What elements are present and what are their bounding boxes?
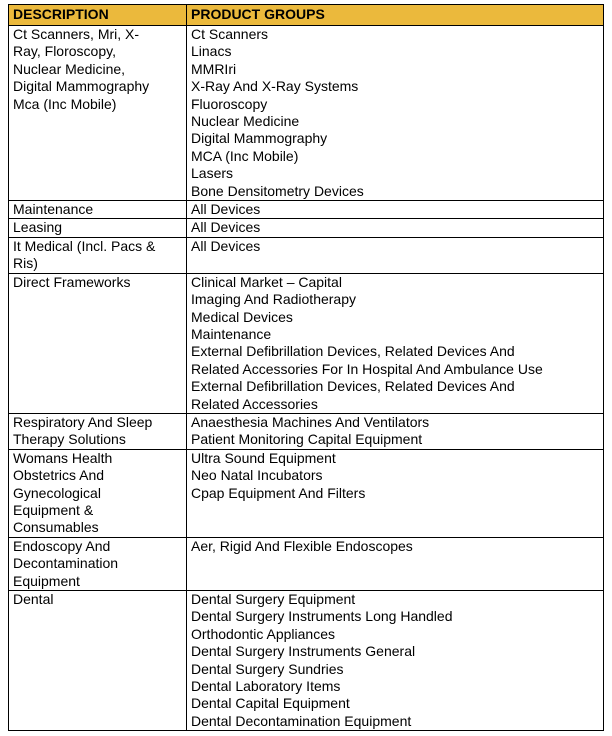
table-row: [9, 537, 604, 590]
product-group-item: Dental Surgery Instruments Long Handled: [191, 608, 453, 625]
product-group-item: Related Accessories For In Hospital And Ambulance Use: [191, 360, 543, 377]
product-group-item: External Defibrillation Devices, Related Devices And: [191, 378, 515, 395]
product-group-item: MMRIri: [191, 60, 237, 77]
product-group-item: Related Accessories: [191, 395, 318, 412]
description-cell: [9, 219, 187, 237]
product-group-item: Digital Mammography: [191, 130, 328, 147]
description-header: DESCRIPTION: [9, 5, 187, 26]
product-groups-cell: [187, 449, 604, 537]
product-group-item: Dental Laboratory Items: [191, 678, 341, 695]
description-line: Endoscopy And: [13, 537, 111, 554]
product-group-item: Linacs: [191, 43, 232, 60]
table-row: [9, 273, 604, 413]
description-cell: [9, 537, 187, 590]
product-group-item: Imaging And Radiotherapy: [191, 291, 356, 308]
product-groups-header: PRODUCT GROUPS: [187, 5, 604, 26]
product-group-item: Neo Natal Incubators: [191, 467, 323, 484]
product-groups-cell: [187, 237, 604, 273]
table-body: [9, 26, 604, 731]
description-line: Obstetrics And: [13, 467, 105, 484]
product-group-item: All Devices: [191, 219, 261, 236]
description-cell: [9, 413, 187, 449]
product-group-item: Orthodontic Appliances: [191, 625, 335, 642]
product-group-item: Fluoroscopy: [191, 95, 268, 112]
description-cell: [9, 273, 187, 413]
product-groups-cell: [187, 219, 604, 237]
table-row: [9, 237, 604, 273]
product-group-item: Ct Scanners: [191, 26, 269, 42]
product-group-item: Dental Capital Equipment: [191, 695, 350, 712]
description-line: Respiratory And Sleep: [13, 413, 153, 430]
description-cell: [9, 201, 187, 219]
product-group-item: Medical Devices: [191, 308, 293, 325]
product-group-item: Lasers: [191, 165, 234, 182]
header-row: [9, 5, 604, 26]
product-group-item: External Defibrillation Devices, Related Devices And: [191, 343, 515, 360]
table-row: [9, 219, 604, 237]
description-line: Consumables: [13, 519, 99, 536]
product-group-item: Ultra Sound Equipment: [191, 449, 336, 466]
table-row: [9, 201, 604, 219]
description-line: Therapy Solutions: [13, 431, 126, 448]
product-group-item: Cpap Equipment And Filters: [191, 484, 366, 501]
description-line: Equipment: [13, 572, 80, 589]
description-line: Digital Mammography: [13, 78, 150, 95]
product-group-item: Aer, Rigid And Flexible Endoscopes: [191, 537, 413, 554]
product-group-item: Dental Surgery Equipment: [191, 591, 356, 607]
product-group-item: All Devices: [191, 237, 261, 254]
product-groups-cell: [187, 273, 604, 413]
product-group-item: Nuclear Medicine: [191, 113, 300, 130]
description-line: Ct Scanners, Mri, X-: [13, 26, 140, 42]
description-line: Gynecological: [13, 484, 101, 501]
product-group-item: Maintenance: [191, 325, 272, 342]
description-cell: [9, 591, 187, 731]
product-group-item: MCA (Inc Mobile): [191, 147, 299, 164]
product-group-item: Dental Surgery Sundries: [191, 660, 344, 677]
product-groups-table: [8, 4, 604, 731]
description-line: Dental: [13, 591, 54, 607]
product-group-item: X-Ray And X-Ray Systems: [191, 78, 359, 95]
table-row: [9, 449, 604, 537]
description-line: Ray, Floroscopy,: [13, 43, 116, 60]
description-line: Mca (Inc Mobile): [13, 95, 117, 112]
description-line: Direct Frameworks: [13, 273, 131, 290]
description-cell: [9, 449, 187, 537]
description-line: Ris): [13, 255, 38, 272]
product-group-item: Bone Densitometry Devices: [191, 182, 364, 199]
table-row: [9, 413, 604, 449]
product-groups-cell: [187, 537, 604, 590]
product-group-item: Dental Decontamination Equipment: [191, 712, 412, 729]
description-line: Decontamination: [13, 555, 119, 572]
product-group-item: Clinical Market – Capital: [191, 273, 342, 290]
product-group-item: All Devices: [191, 201, 261, 218]
product-groups-cell: [187, 413, 604, 449]
description-line: Maintenance: [13, 201, 94, 218]
description-cell: [9, 26, 187, 201]
product-groups-cell: [187, 591, 604, 731]
description-line: Leasing: [13, 219, 63, 236]
product-group-item: Dental Surgery Instruments General: [191, 643, 416, 660]
description-line: It Medical (Incl. Pacs &: [13, 237, 156, 254]
table-row: [9, 26, 604, 201]
description-line: Womans Health: [13, 449, 113, 466]
description-line: Nuclear Medicine,: [13, 60, 126, 77]
description-line: Equipment &: [13, 501, 94, 518]
product-group-item: Anaesthesia Machines And Ventilators: [191, 413, 430, 430]
product-groups-cell: [187, 201, 604, 219]
description-cell: [9, 237, 187, 273]
product-groups-cell: [187, 26, 604, 201]
table-row: [9, 591, 604, 731]
product-group-item: Patient Monitoring Capital Equipment: [191, 431, 423, 448]
